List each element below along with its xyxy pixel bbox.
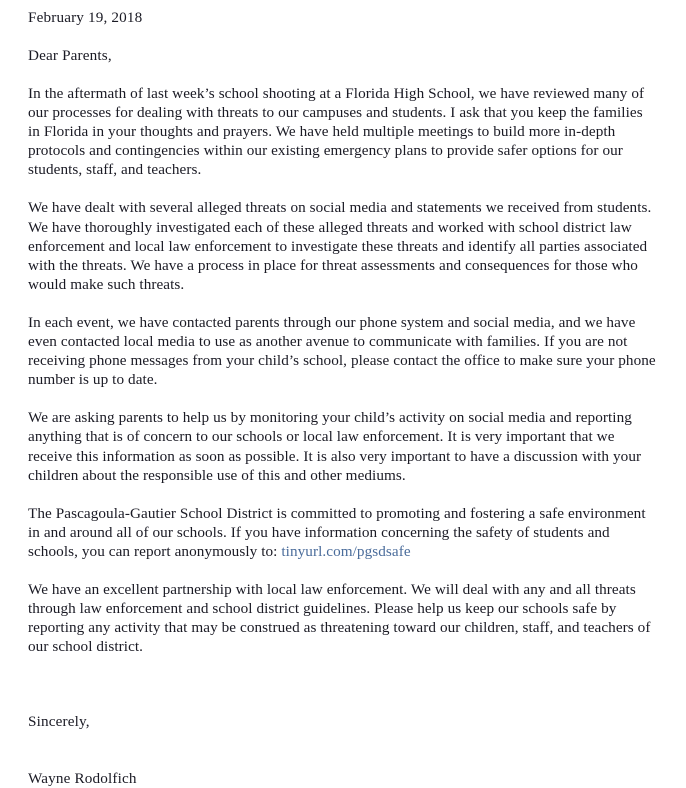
letter-closing: Sincerely, bbox=[28, 713, 90, 731]
letter-paragraph-safety bbox=[28, 504, 656, 561]
letter-body bbox=[28, 8, 656, 788]
letter-paragraph-1: In the aftermath of last week’s school shooting at a Florida High School, we have reviewed many of our processes for dealing with threats to our campuses and students. I ask that you keep the families in Florida in your thoughts and prayers. We have held multiple meetings to build more in-depth protocols and contingencies within our existing emergency plans to provide safer options for our students, staff, and teachers. bbox=[28, 85, 645, 179]
letter-paragraph-3: In each event, we have contacted parents through our phone system and social media, and we have even contacted local media to use as another avenue to communicate with families. If you are not receiving phone messages from your child’s school, please contact the office to make sure your phone number is up to date. bbox=[28, 313, 656, 389]
letter-paragraph-4: We are asking parents to help us by monitoring your child’s activity on social media and reporting anything that is of concern to our schools or local law enforcement. It is very important that we receive this information as soon as possible. It is also very important to have a discussion with your children about the responsible use of this and other mediums. bbox=[28, 409, 642, 484]
letter-paragraph-2: We have dealt with several alleged threats on social media and statements we received from students. We have thoroughly investigated each of these alleged threats and worked with school district law enforcement and local law enforcement to investigate these threats and identify all parties associated with the threats. We have a process in place for threat assessments and consequences for those who would make such threats. bbox=[28, 199, 652, 293]
letter-signer-name: Wayne Rodolfich bbox=[28, 770, 137, 788]
letter-salutation: Dear Parents, bbox=[28, 47, 112, 64]
safety-text-before-link: The Pascagoula-Gautier School District is committed to promoting and fostering a safe environment in and around all of our schools. If you have information concerning the safety of students and schools, you can report anonymously to: bbox=[28, 504, 646, 560]
letter-date: February 19, 2018 bbox=[28, 9, 143, 26]
anonymous-report-link[interactable]: tinyurl.com/pgsdsafe bbox=[281, 542, 411, 560]
letter-paragraph-closing: We have an excellent partnership with local law enforcement. We will deal with any and all threats through law enforcement and school district guidelines. Please help us keep our schools safe by reporting any activity that may be construed as threatening toward our children, staff, and teachers of our school district. bbox=[28, 580, 651, 656]
